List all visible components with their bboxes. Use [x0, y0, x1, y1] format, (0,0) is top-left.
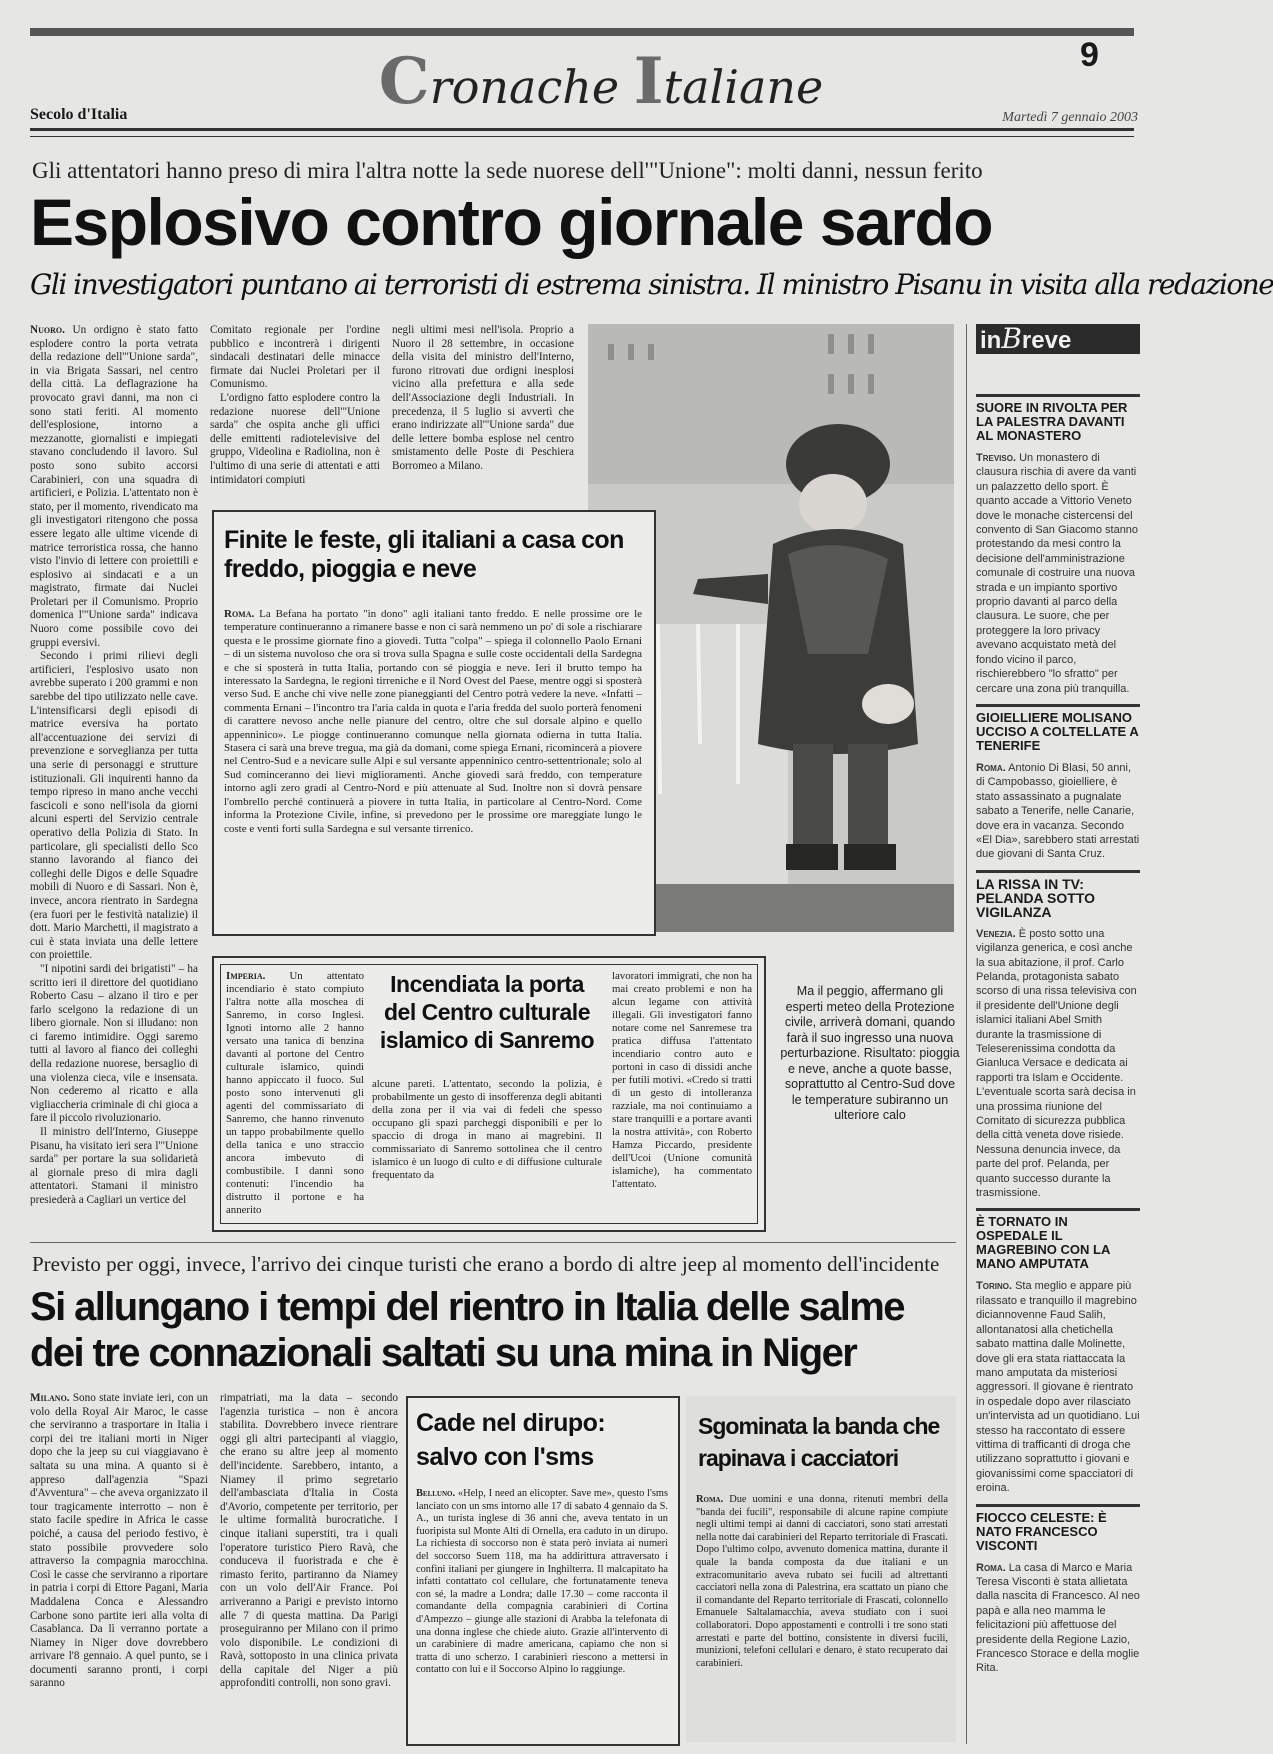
weather-body [224, 608, 642, 926]
brief-title: GIOIELLIERE MOLISANO UCCISO A COLTELLATE A TENERIFE [976, 709, 1139, 753]
section-title [0, 44, 1202, 119]
brief-text [976, 451, 1140, 696]
banda-text: Due uomini e una donna, ritenuti membri della "banda dei fucili", responsabile di alcune rapine compiute negli ultimi tempi ai danni di cacciatori, sono stati arrestati nella notte dai carabinieri del Reparto territoriale di Frascati. Dopo l'ultimo colpo, avvenuto domenica mattina, durante il quale la banda composta da due italiani e un extracomunitario aveva rubato sei fucili ad altrettanti cacciatori nella zona di Palestrina, era scattato un piano che il comandante del Reparto territoriale di Frascati, colonnello Emanuele Saltalamacchia, aveva studiato con i suoi collaboratori. Dopo appostamenti e controlli i tre sono stati arrestati e parte del bottino, consistente in diversi fucili, munizioni, telefoni cellulari e denaro, è stato recuperato dai carabinieri. [696, 1494, 948, 1669]
weather-article-box [212, 510, 656, 936]
dirupo-article-box [406, 1396, 680, 1746]
lead-paragraph: Un ordigno è stato fatto esplodere contro la porta vetrata della redazione dell'"Unione sarda", in via Brigata Sassari, nel centro della città. La deflagrazione ha provocato gravi danni, ma non ci sono stati feriti. Al momento dell'esplosione, intorno a mezzanotte, giornalisti e impiegati stavano concludendo il lavoro. Sul posto sono subito accorsi Carabinieri, con una squadra di artificieri, e Polizia. L'attentato non è stato, per il momento, rivendicato ma gli investigatori ritengono che possa essere legato alle ultime vicende di matrice terroristica rossa, che hanno visto l'invio di lettere con proiettili e esplosivo ai sindacati e a un magistrato, firmate dai Nuclei Proletari per il Comunismo. Proprio domenica l'"Unione sarda" indicava Nuoro come possibile covo dei gruppi eversivi. [30, 324, 198, 649]
section-title-cap: I [633, 44, 664, 119]
niger-text: rimpatriati, ma la data – secondo l'agenzia turistica – non è ancora stabilita. Dovrebbero invece rientrare oggi gli altri partecipanti al viaggio, che erano su altre jeep al momento dell'incidente. Sarebbero, intanto, a Niamey il primo segretario dell'ambasciata d'Italia in Costa d'Avorio, competente per territorio, per le ultime formalità burocratiche. I cinque italiani superstiti, tra i quali l'operatore turistico Piero Ravà, che conduceva il fuoristrada e che è rimasto ferito, partiranno da Niamey con un volo dell'Air France. Poi arriveranno a Parigi e previsto intorno alle 7 di questa mattina. Da Parigi proseguiranno per Milano con il primo volo disponibile. Le condizioni di Ravà, sottoposto in una clinica privata della capitale del Niger a più approfonditi controlli, non sono gravi. [220, 1392, 398, 1690]
brief-body: Antonio Di Blasi, 50 anni, di Campobasso, gioielliere, è stato assassinato a pugnalate sabato a Tenerife, nelle Canarie, dove era in vacanza. Secondo «El Dia», sarebbero stati arrestati due giovani di Santa Cruz. [976, 761, 1140, 861]
sanremo-text: alcune pareti. L'attentato, secondo la polizia, è probabilmente un gesto di insofferenza degli abitanti della zona per il via vai di fedeli che spesso occupano gli spazi parcheggi disponibili e per lo spaccio di droga in mano ai magrebini. Il commissariato di Sanremo sottolinea che il centro islamico è un luogo di culto e di diffusione culturale frequentato da [372, 1078, 602, 1181]
in-breve-label: B [1001, 322, 1022, 355]
dirupo-body [416, 1488, 668, 1738]
sanremo-title: Incendiata la porta del Centro culturale islamico di Sanremo [379, 971, 595, 1053]
niger-headline-line-1: Si allungano i tempi del rientro in Italia delle salme [30, 1285, 904, 1329]
section-title-part: ronache [429, 60, 634, 114]
divider [976, 1504, 1140, 1507]
dateline: Milano. [30, 1392, 70, 1404]
section-title-cap: C [378, 44, 430, 119]
lead-headline: Esplosivo contro giornale sardo [30, 185, 993, 259]
dateline: Roma. [224, 608, 255, 620]
pull-quote: Ma il peggio, affermano gli esperti meteo della Protezione civile, arriverà domani, quando farà il suo ingresso una nuova perturbazione. Risultato: pioggia e neve, anche a quote basse, soprattutto al Centro-Sud dove le temperature subiranno un ulteriore calo [780, 984, 960, 1122]
niger-top-rule [30, 1242, 956, 1243]
dateline: Torino. [976, 1280, 1012, 1293]
banda-body [696, 1494, 948, 1734]
lead-paragraph: Secondo i primi rilievi degli artificieri, l'esplosivo usato non avrebbe superato i 200 grammi e non sarebbe del tipo utilizzato nelle cave. L'intensificarsi degli episodi di matrice eversiva ha portato all'accentuazione dei servizi di prevenzione e sorveglianza per tutta una serie di personaggi e strutture istituzionali. Gli inquirenti hanno da tempo ripreso in mano anche vecchi fascicoli e sono nell'isola da giorni alcuni esperti del Servizio centrale operativo della Polizia di Stato. In particolare, gli specialisti dello Sco stanno lavorando al fianco dei colleghi delle Digos e delle Squadre mobili di Nuoro e di Sassari. Non è, invece, ancora rientrato in Sardegna (era fuori per le festività natalizie) il dott. Mario Marchetti, il magistrato a cui è stata inviata una delle lettere con proiettile. [30, 650, 198, 962]
dateline: Treviso. [976, 452, 1017, 464]
lead-column-2 [210, 324, 380, 486]
dirupo-text: «Help, I need an elicopter. Save me», questo l'sms lanciato con un sms intorno alle 17 di sabato 4 gennaio da S. A., un turista inglese di 36 anni che, aveva tentato in un fuoripista sul Monte Alti di Ornella, era caduto in un dirupo. La richiesta di soccorso non è stata però inviata ai numeri del soccorso Suem 118, ma ha addirittura attraversato i confini italiani per giungere in Inghilterra. Il malcapitato ha infatti contattato col cellulare, che fortunatamente teneva con sé, la madre a Londra; dalle 17.30 – come racconta il comandante della compagnia carabinieri di Cortina d'Ampezzo – giunge alle stazioni di Arabba la telefonata di una donna inglese che chiede aiuto. Grazie all'intervento di un carabiniere di madre americana, capiamo che non si tratta di uno scherzo. I carabinieri riescono a mettersi in contatto con lui e il Soccorso Alpino lo raggiunge. [416, 1488, 668, 1676]
dateline: Nuoro. [30, 324, 65, 336]
dateline: Roma. [976, 761, 1006, 774]
lead-paragraph: negli ultimi mesi nell'isola. Proprio a Nuoro il 28 settembre, in occasione della visita del ministro dell'Interno, furono ritrovati due ordigni inesplosi vicino alla prefettura e alla sede dell'Associazione degli Industriali. In precedenza, il 5 luglio si avvertì che erano indirizzate all'"Unione sarda" due delle lettere bomba esplose nel centro smistamento delle Poste di Peschiera Borromeo a Milano. [392, 324, 574, 472]
sanremo-article-box [212, 956, 766, 1232]
brief-text [976, 1561, 1140, 1676]
brief-body: Un monastero di clausura rischia di avere da vanti un palazzetto dello sport. È quanto accade a Vittorio Veneto dove le monache cistercensi del convento di San Giacomo stanno protestando da mesi contro la decisione dell'amministrazione comunale di costruire una nuova strada e un impianto sportivo proprio davanti al parco della clausura. Le suore, che per proteggere la loro privacy avevano acquistato metà del fondo vicino il parco, rischierebbero "lo sfratto" per cercare una zona più tranquilla. [976, 452, 1139, 695]
weather-title: Finite le feste, gli italiani a casa con freddo, pioggia e neve [224, 526, 624, 583]
niger-column-1 [30, 1392, 208, 1740]
lead-paragraph: "I nipotini sardi dei brigatisti" – ha scritto ieri il direttore del quotidiano Roberto Casu – alzano il tiro e per farlo scelgono la redazione di un libero giornale. Non si illudano: non ci faremo intimidire. Oggi saremo tutti al lavoro al fianco dei colleghi della redazione nuorese, bersaglio di una violenza cieca, vile e insensata. Non cederemo al ricatto e alla vigliaccheria criminale di chi gioca a fare il piccolo rivoluzionario. [30, 962, 198, 1125]
lead-column-3 [392, 324, 574, 478]
banda-title: Sgominata la banda che rapinava i cacciatori [698, 1413, 940, 1471]
niger-headline-line-2: dei tre connazionali saltati su una mina in Niger [30, 1331, 857, 1375]
newspaper-name: Secolo d'Italia [30, 106, 128, 123]
dateline: Belluno. [416, 1488, 456, 1499]
sanremo-column-1 [226, 970, 364, 1222]
brief-title: LA RISSA IN TV: PELANDA SOTTO VIGILANZA [976, 875, 1096, 920]
section-title-part: taliane [663, 60, 824, 114]
masthead-rule-thin [30, 136, 1134, 137]
banda-article [686, 1396, 956, 1742]
brief-text [976, 761, 1140, 862]
in-breve-label: reve [1021, 327, 1072, 354]
brief-title: È TORNATO IN OSPEDALE IL MAGREBINO CON LA MANO AMPUTATA [976, 1214, 1110, 1272]
dirupo-title: Cade nel dirupo: salvo con l'sms [416, 1409, 606, 1471]
brief-title: SUORE IN RIVOLTA PER LA PALESTRA DAVANTI AL MONASTERO [976, 400, 1128, 443]
sanremo-text: lavoratori immigrati, che non ha mai creato problemi e non ha alcun legame con attività illegali. Gli investigatori fanno notare come nel Sanremese tra pratica diffusa l'attentato incendiario contro auto e portoni in caso di dissidi anche per futili motivi. «Credo si tratti di un gesto di intolleranza razziale, ma noi continuiamo a stare tranquilli e a portare avanti la nostra attività», con Roberto Hamza Piccardo, presidente dell'Ucoi (Unione comunità islamiche), ha commentato l'attentato. [612, 970, 752, 1190]
in-breve-label: in [980, 327, 1002, 354]
brief-body: La casa di Marco e Maria Teresa Visconti è stata allietata dalla nascita di Francesco. Al neo papà e alla neo mamma le felicitazioni più affettuose del presidente della Regione Lazio, Francesco Storace e della moglie Rita. [976, 1561, 1140, 1675]
divider [976, 704, 1140, 707]
divider [976, 870, 1140, 873]
dateline: Venezia. [976, 927, 1016, 940]
lead-column-1 [30, 324, 198, 1386]
brief-body: È posto sotto una vigilanza generica, e così anche la sua abitazione, il prof. Carlo Pelanda, protagonista sabato scorso di una rissa televisiva con il presidente dell'Unione degli islamici italiani Abel Smith durante la trasmissione di Teleserenissima condotta da Gianluca Versace e dedicata ai rapporti tra Islam e Occidente. L'eventuale scorta sarà decisa in una prossima riunione del Comitato di sicurezza pubblica della città veneta dove risiede. Nessuna denuncia invece, da parte del prof. Pelanda, per quanto successo durante la trasmissione. [976, 927, 1137, 1200]
sanremo-column-3 [612, 970, 752, 1222]
issue-date: Martedì 7 gennaio 2003 [1002, 110, 1138, 125]
weather-text: La Befana ha portato "in dono" agli italiani tanto freddo. E nelle prossime ore le temperature continueranno a rimanere basse e non ci sarà nemmeno un po' di sole a rischiarare questa e le prossime giornate fino a giovedì. Tutta "colpa" – spiega il colonnello Paolo Ernani – di un sistema nuvoloso che ora si trova sulla Spagna e sulle coste occidentali della Sardegna e che si sposterà in tutta Italia, portando con sé pioggia e neve. Ieri il brutto tempo ha interessato la Sardegna, le regioni tirreniche e il Nord Ovest del Paese, mentre oggi si sposterà verso Sud. E anche chi vive nelle zone pianeggianti del Centro potrà vedere la neve. «Infatti – commenta Ernani – l'incontro tra l'aria calda in quota e l'aria fredda del suolo porterà fenomeni di carattere nevoso anche nelle pianure del centro, oltre che sul dorsale alpino e quello appenninico». Le piogge continueranno comunque nella giornata odierna in tutta Italia. Stasera ci sarà una breve tregua, ma già da domani, come spiega Ernani, ricomincerà a piovere nel Centro-Sud e a nevicare sulle Alpi e sul versante appenninico centro-settentrionale; solo al Sud cominceranno dei lievi miglioramenti. Anche giovedì sarà freddo, con temperature intorno agli zero gradi al Centro-Nord e più attenuate al Sud. Inoltre non si dovrà pensare l'ombrello perché continuerà a piovere in tutta Italia, in particolare al Centro-Nord. Come informa la Protezione Civile, infine, si prevedono per le prossime ore mareggiate lungo le coste e venti forti sulla Sardegna e sul versante tirrenico. [224, 608, 643, 835]
lead-paragraph: L'ordigno fatto esplodere contro la redazione nuorese dell'"Unione sarda" che ospita anche gli uffici delle emittenti radiotelevisive del gruppo, Videolina e Radiolina, non è l'ultimo di una serie di attentati e atti intimidatori compiuti [210, 391, 380, 486]
dateline: Roma. [696, 1494, 724, 1505]
niger-kicker: Previsto per oggi, invece, l'arrivo dei cinque turisti che erano a bordo di altre jeep al momento dell'incidente [32, 1252, 940, 1276]
in-breve-header [976, 324, 1140, 354]
brief-text [976, 1279, 1140, 1495]
in-breve-sidebar [976, 324, 1140, 1744]
lead-kicker: Gli attentatori hanno preso di mira l'altra notte la sede nuorese dell'"Unione": molti danni, nessun ferito [32, 158, 983, 183]
sidebar-rule [966, 324, 967, 1744]
brief-body: Sta meglio e appare più rilassato e tranquillo il magrebino diciannovenne Faud Salih, allontanatosi alla chetichella sabato mattina dalle Molinette, dove gli era stata riattaccata la mano amputata da misteriosi aggressori. Il giovane è rientrato in ospedale dopo aver rilasciato un'intervista ad un quotidiano. Lui stesso ha raccontato di essere vittima di trafficanti di droga che utilizzano soprattutto i giovani e giovanissimi come spacciatori di eroina. [976, 1280, 1140, 1495]
dateline: Roma. [976, 1561, 1006, 1574]
dateline: Imperia. [226, 970, 266, 982]
lead-paragraph: Il ministro dell'Interno, Giuseppe Pisanu, ha visitato ieri sera l'"Unione sarda" per portare la sua solidarietà al giornale preso di mira dagli attentatori. Stamani il ministro presiederà a Cagliari un vertice del [30, 1126, 198, 1206]
page-number: 9 [1080, 36, 1099, 74]
lead-subhead: Gli investigatori puntano ai terroristi di estrema sinistra. Il ministro Pisanu in visita alla redazione [30, 268, 1273, 301]
divider [976, 1208, 1140, 1211]
niger-text: Sono state inviate ieri, con un volo della Royal Air Maroc, le casse che serviranno a trasportare in Italia i corpi dei tre italiani morti in Niger dopo che la jeep su cui viaggiavano è saltata su una mina. A quanto si è appreso dall'agenzia "Spazi d'Avventura" – che aveva organizzato il tour tragicamente interrotto – non è stato facile spedire in Africa le casse poiché, a causa del periodo festivo, è stato possibile provvedere solo attraverso la compagnia marocchina. Così le casse che serviranno a riportare in patria i corpi di Ettore Pagani, Maria Maddalena Conca e Alessandro Carbone sono partite ieri alla volta di Casablanca. Da lì verranno portate a Niamey in Niger dove dovrebbero arrivare l'8 gennaio. A quel punto, se i documenti saranno pronti, i corpi saranno [30, 1392, 208, 1690]
brief-title: FIOCCO CELESTE: È NATO FRANCESCO VISCONTI [976, 1509, 1107, 1553]
masthead-rule [30, 128, 1134, 131]
lead-paragraph: Comitato regionale per l'ordine pubblico e incontrerà i dirigenti sindacali destinatari delle minacce firmate dai Nuclei Proletari per il Comunismo. [210, 324, 380, 391]
divider [976, 394, 1140, 397]
sanremo-text: Un attentato incendiario è stato compiuto l'altra notte alla moschea di Sanremo, in corso Inglesi. Ignoti intorno alle 2 hanno versato una tanica di benzina davanti al portone del Centro culturale islamico, quindi hanno appiccato il fuoco. Sul posto sono intervenuti gli agenti del commissariato di Sanremo, che hanno rinvenuto un tappo probabilmente quello della tanica e uno straccio ancora imbevuto di combustibile. I danni sono contenuti: l'incendio ha distrutto il portone e ha annerito [226, 970, 364, 1216]
top-rule [30, 28, 1134, 36]
brief-text [976, 927, 1140, 1201]
sanremo-column-2 [372, 1078, 602, 1222]
niger-column-2 [220, 1392, 398, 1740]
